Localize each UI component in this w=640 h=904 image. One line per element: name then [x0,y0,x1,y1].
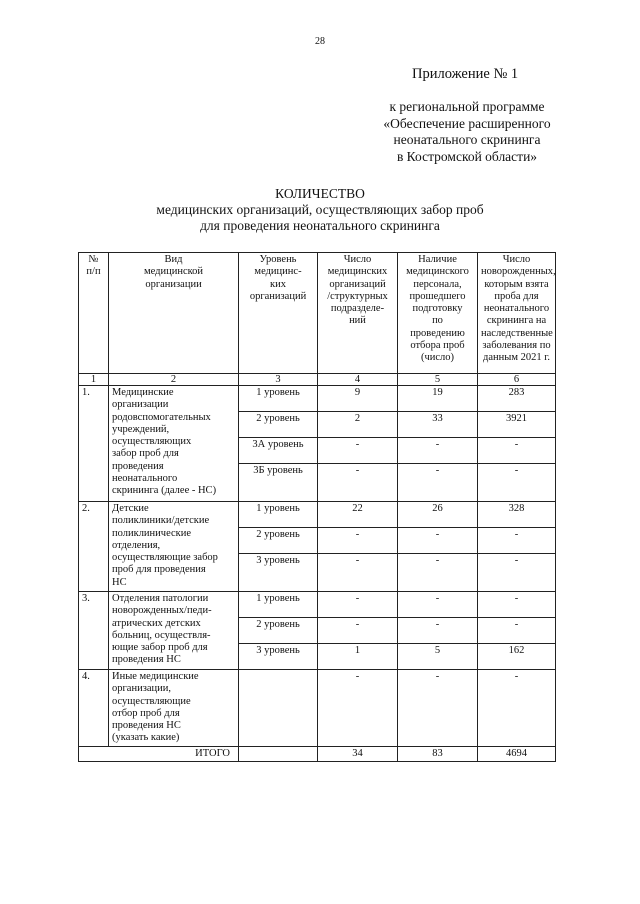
staff-cell: - [398,464,478,502]
newborns-cell: - [478,438,556,464]
appendix-ref-line: в Костромской области» [396,148,538,164]
appendix-reference [352,99,582,165]
newborns-cell: 283 [478,386,556,412]
level-cell: 1 уровень [239,592,318,618]
column-number: 6 [478,374,556,386]
staff-cell: 19 [398,386,478,412]
newborns-cell: - [478,554,556,592]
staff-cell: - [398,592,478,618]
column-number: 4 [318,374,398,386]
newborns-cell: - [478,528,556,554]
level-cell: 2 уровень [239,618,318,644]
group-number: 2. [79,502,109,592]
staff-cell: - [398,618,478,644]
level-cell: 3Б уровень [239,464,318,502]
newborns-cell: - [478,618,556,644]
column-number: 1 [79,374,109,386]
newborns-cell: - [478,592,556,618]
count-cell: - [318,464,398,502]
column-number: 5 [398,374,478,386]
staff-cell: 26 [398,502,478,528]
newborns-cell: - [478,464,556,502]
page-number: 28 [315,36,325,47]
level-cell: 2 уровень [239,528,318,554]
newborns-cell: 162 [478,644,556,670]
total-row [79,746,556,761]
table-row [79,386,556,412]
count-cell: 9 [318,386,398,412]
newborns-cell: 3921 [478,412,556,438]
group-number: 1. [79,386,109,502]
count-cell: - [318,618,398,644]
table-header-row [79,253,556,374]
appendix-title: Приложение № 1 [412,66,519,82]
header-org-type: Вид медицинской организации [109,253,239,374]
count-cell: 1 [318,644,398,670]
column-number-row [79,374,556,386]
level-cell: 3 уровень [239,554,318,592]
table-row [79,592,556,618]
table-row [79,670,556,747]
level-cell: 3 уровень [239,644,318,670]
header-trained-staff: Наличие медицинского персонала, прошедшего подготовку по проведению отбора проб (число) [398,253,478,374]
staff-cell: - [398,670,478,747]
staff-cell: - [398,438,478,464]
count-cell: - [318,554,398,592]
group-number: 4. [79,670,109,747]
appendix-ref-line: «Обеспечение расширенного [383,115,551,131]
count-cell: - [318,670,398,747]
level-cell [239,670,318,747]
header-org-count: Число медицинских организаций /структурных подразделе- ний [318,253,398,374]
document-title-line: медицинских организаций, осуществляющих забор проб [156,202,484,217]
count-cell: - [318,438,398,464]
level-cell: 3А уровень [239,438,318,464]
total-count: 34 [318,746,398,761]
staff-cell: - [398,528,478,554]
count-cell: 22 [318,502,398,528]
total-label: ИТОГО [79,746,239,761]
newborns-cell: - [478,670,556,747]
appendix-ref-line: неонатального скрининга [393,132,541,147]
document-title-line: для проведения неонатального скрининга [200,218,440,233]
staff-cell: - [398,554,478,592]
table-row [79,502,556,528]
document-title [0,186,640,234]
document-title-line: КОЛИЧЕСТВО [275,186,365,201]
staff-cell: 5 [398,644,478,670]
header-newborns: Число новорожденных, которым взята проба для неонатального скрининга на наследственные заболевания по данным 2021 г. [478,253,556,374]
staff-cell: 33 [398,412,478,438]
group-org-type: Медицинские организации родовспомогательных учреждений, осуществляющих забор проб для проведения неонатального скрининга (далее - НС) [109,386,239,502]
organizations-table [78,252,556,762]
appendix-ref-line: к региональной программе [389,99,545,114]
header-num: № п/п [79,253,109,374]
level-cell: 1 уровень [239,386,318,412]
total-level-empty [239,746,318,761]
group-number: 3. [79,592,109,670]
newborns-cell: 328 [478,502,556,528]
count-cell: 2 [318,412,398,438]
group-org-type: Иные медицинские организации, осуществляющие отбор проб для проведения НС (указать какие) [109,670,239,747]
column-number: 2 [109,374,239,386]
level-cell: 1 уровень [239,502,318,528]
header-level: Уровень медицинс- ких организаций [239,253,318,374]
level-cell: 2 уровень [239,412,318,438]
count-cell: - [318,592,398,618]
group-org-type: Детские поликлиники/детские поликлинические отделения, осуществляющие забор проб для проведения НС [109,502,239,592]
column-number: 3 [239,374,318,386]
total-staff: 83 [398,746,478,761]
count-cell: - [318,528,398,554]
group-org-type: Отделения патологии новорожденных/педи- атрических детских больниц, осуществля- ющие забор проб для проведения НС [109,592,239,670]
total-newborns: 4694 [478,746,556,761]
